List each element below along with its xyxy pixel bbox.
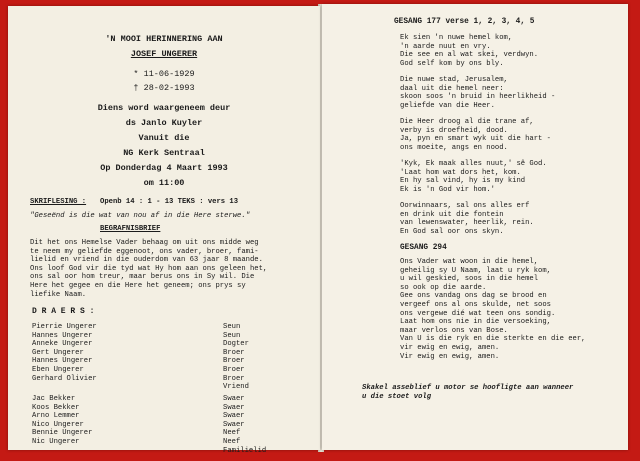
bearer-name: Hannes Ungerer — [32, 331, 93, 340]
bearer-name: Arno Lemmer — [32, 412, 80, 421]
hymn-line: God self kom by ons bly. — [400, 59, 504, 68]
bearer-name: Nic Ungerer — [32, 437, 80, 446]
bearer-name: Gerhard Olivier — [32, 374, 97, 383]
hymn-line: Ja, pyn en smart wyk uit die hart - — [400, 135, 551, 144]
hymn-line: geliefde van die Heer. — [400, 101, 495, 110]
eulogy-line: Dit het ons Hemelse Vader behaag om uit ons midde weg — [30, 239, 259, 247]
eulogy-title: BEGRAFNISBRIEF — [100, 225, 161, 233]
eulogy-line: Ons loof God vir die tyd wat Hy hom aan ons geleen het, — [30, 264, 268, 273]
bearer-relation: Neef — [223, 437, 241, 446]
bearer-relation: Familielid — [223, 446, 267, 455]
bearer-name: Nico Ungerer — [32, 420, 84, 429]
eulogy-line: ons sal oor hom treur, maar berus ons in Sy wil. Die — [30, 273, 255, 282]
hymn-line: skoon soos 'n bruid in heerlikheid - — [400, 93, 556, 102]
bearer-name: Bennie Ungerer — [32, 429, 93, 438]
bearer-relation: Neef — [223, 429, 241, 438]
service-date: Op Donderdag 4 Maart 1993 — [100, 163, 228, 173]
birth-date: * 11-06-1929 — [133, 69, 195, 79]
bearer-relation: Broer — [223, 348, 245, 357]
hymn-line: vir ewig en ewig, amen. — [400, 343, 500, 352]
death-date: † 28-02-1993 — [133, 83, 195, 93]
bearer-relation: Broer — [223, 374, 245, 383]
hymn1-stanza-5 — [400, 202, 534, 236]
hymn2-text — [400, 258, 585, 361]
hymn-line: Laat hom ons nie in die versoeking, — [400, 318, 551, 327]
hymn-line: ons vergewe dié wat teen ons sondig. — [400, 309, 556, 318]
hymn1-stanza-3 — [400, 118, 551, 152]
eulogy-line: Here het gegee en die Here het geneem; ons prys sy — [30, 281, 246, 290]
left-page — [8, 6, 320, 455]
bearer-relation: Swaer — [223, 395, 245, 403]
hymn-line: daal uit die hemel neer: — [400, 84, 504, 93]
bearer-name: Hannes Ungerer — [32, 357, 93, 366]
hymn-line: u wil geskied, soos in die hemel — [400, 275, 539, 284]
hymn1-stanza-4 — [400, 160, 547, 194]
hymn-line: Ek is 'n God vir hom.' — [400, 185, 495, 194]
hymn-line: 'Kyk, Ek maak alles nuut,' sê God. — [400, 160, 547, 168]
bearer-relation: Swaer — [223, 420, 245, 429]
bearer-relation: Broer — [223, 365, 245, 374]
hymn-line: En hy sal vind, hy is my kind — [400, 177, 526, 186]
bearer-relation: Swaer — [223, 403, 245, 412]
hymn-line: Ek sien 'n nuwe hemel kom, — [400, 34, 513, 42]
service-line-1: Diens word waargeneem deur — [97, 103, 231, 113]
bearer-relation: Dogter — [223, 340, 249, 349]
hymn-line: van lewenswater, heerlik, rein. — [400, 219, 534, 228]
service-line-3: Vanuit die — [138, 133, 190, 143]
bearer-name: Koos Bekker — [32, 403, 80, 412]
bearers-title: D R A E R S : — [32, 307, 95, 316]
hymn-line: so ook op die aarde. — [400, 283, 487, 292]
bearer-relation: Seun — [223, 323, 241, 331]
bearer-relation: Swaer — [223, 412, 245, 421]
bearer-name: Gert Ungerer — [32, 348, 84, 357]
deceased-name: JOSEF UNGERER — [130, 49, 198, 59]
hymn-line: 'Laat hom wat dors het, kom. — [400, 168, 521, 177]
bearer-name: Anneke Ungerer — [32, 340, 93, 349]
eulogy-text — [30, 239, 267, 299]
memorial-heading: 'N MOOI HERINNERING AAN — [105, 34, 223, 44]
hymn1-stanza-1 — [400, 34, 538, 68]
bearer-name: Eben Ungerer — [32, 365, 84, 374]
hymn-line: vergeef ons al ons skulde, net soos — [400, 300, 551, 309]
bearer-name — [32, 383, 97, 392]
headlights-notice — [362, 384, 573, 401]
church-name: NG Kerk Sentraal — [123, 148, 205, 158]
right-page — [322, 4, 628, 450]
hymn1-stanza-2 — [400, 76, 555, 110]
bearer-relation: Seun — [223, 331, 241, 340]
scripture-label: SKRIFLESING : — [30, 198, 87, 206]
hymn-line: En God sal oor ons skyn. — [400, 227, 504, 236]
minister-name: ds Janlo Kuyler — [125, 118, 203, 128]
bearer-relation: Broer — [223, 357, 245, 366]
hymn-line: ons moeite, angs en nood. — [400, 143, 508, 152]
hymn-line: maar verlos ons van Bose. — [400, 326, 508, 335]
hymn-line: verby is droefheid, dood. — [400, 126, 508, 135]
hymn-line: Van U is die ryk en die sterkte en die eer, — [400, 335, 586, 344]
notice-line: u die stoet volg — [362, 392, 432, 401]
hymn-line: 'n aarde nuut en vry. — [400, 42, 491, 51]
bearers-relations-2 — [223, 395, 266, 455]
hymn-line: Ons Vader wat woon in die hemel, — [400, 258, 539, 266]
hymn-line: en drink uit die fontein — [400, 210, 504, 219]
hymn-line: Vir ewig en ewig, amen. — [400, 352, 500, 361]
service-time: om 11:00 — [143, 178, 185, 188]
bearer-name: Pierrie Ungerer — [32, 323, 97, 331]
hymn2-title: GESANG 294 — [400, 244, 447, 252]
eulogy-line: lielid en vriend in die ouderdom van 63 jaar 8 maande. — [30, 256, 263, 265]
eulogy-line: te neem my geliefde eggenoot, ons vader, broer, fami- — [30, 247, 259, 256]
eulogy-line: liefike Naam. — [30, 290, 87, 299]
hymn-line: Die nuwe stad, Jerusalem, — [400, 76, 508, 84]
hymn-line: Die Heer droog al die trane af, — [400, 118, 534, 126]
scripture-quote: "Geseënd is die wat van nou af in die Here sterwe." — [30, 212, 250, 220]
hymn-line: Oorwinnaars, sal ons alles erf — [400, 202, 530, 210]
bearers-names-1 — [32, 323, 97, 392]
hymn-line: Gee ons vandag ons dag se brood en — [400, 292, 547, 301]
bearer-name — [32, 447, 92, 456]
hymn-line: geheilig sy U Naam, laat u ryk kom, — [400, 266, 551, 275]
hymn1-title: GESANG 177 verse 1, 2, 3, 4, 5 — [394, 18, 535, 26]
hymn-line: Die see en al wat skei, verdwyn. — [400, 51, 539, 60]
notice-line: Skakel asseblief u motor se hoofligte aan wanneer — [362, 384, 574, 392]
scripture-text: Openb 14 : 1 - 13 TEKS : vers 13 — [100, 198, 239, 206]
bearer-relation: Vriend — [223, 383, 249, 392]
bearers-relations-1 — [223, 323, 249, 392]
bearers-names-2 — [32, 395, 92, 455]
bearer-name: Jac Bekker — [32, 395, 76, 403]
